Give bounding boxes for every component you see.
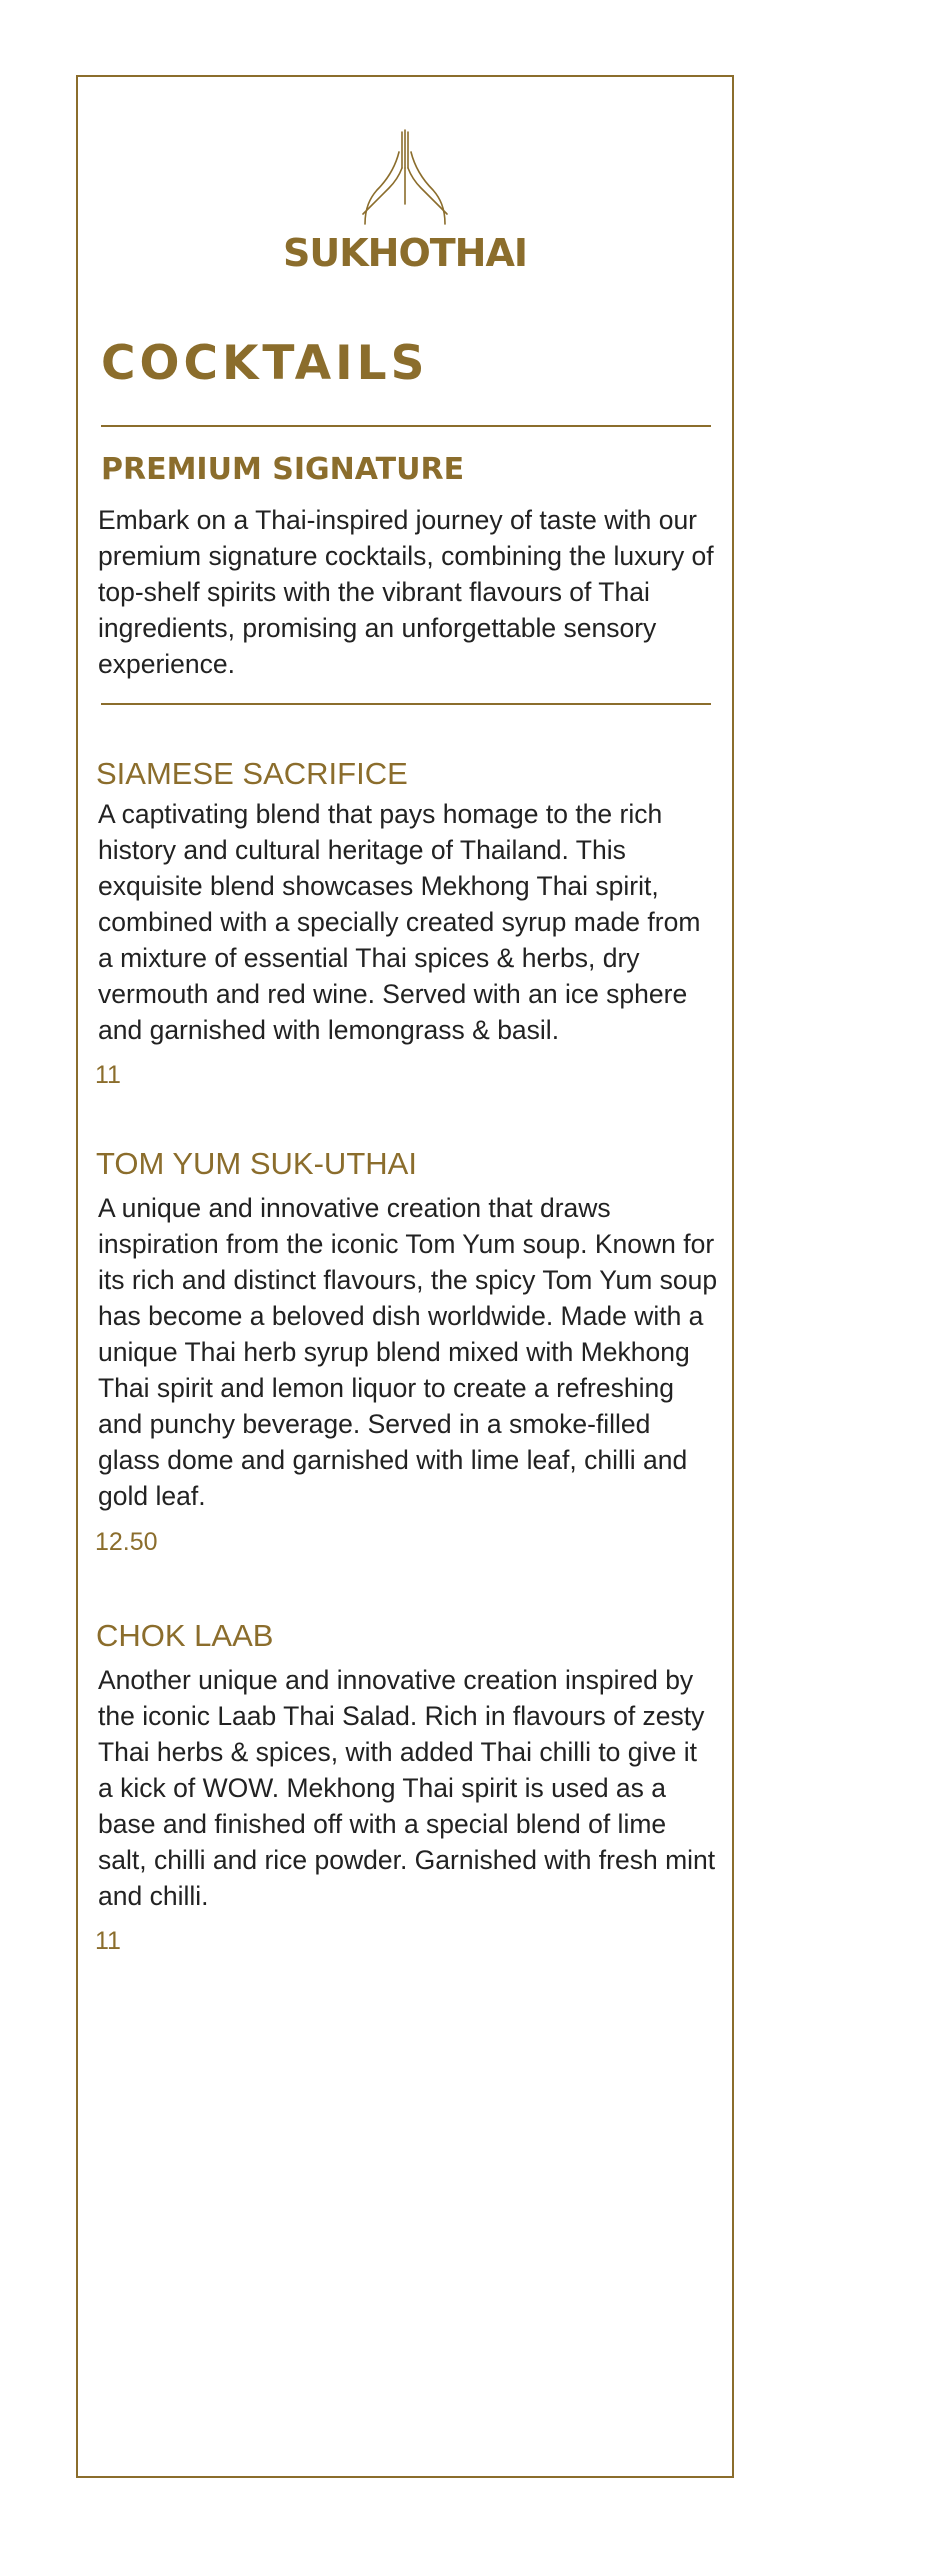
menu-title: COCKTAILS bbox=[101, 336, 429, 391]
item-name: TOM YUM SUK-UTHAI bbox=[96, 1146, 417, 1181]
praying-hands-icon bbox=[355, 128, 455, 230]
item-description: A unique and innovative creation that draws inspiration from the iconic Tom Yum soup. Known for its rich and distinct flavours, the spicy Tom Yum soup has become a beloved dish worldwide. Made with a unique Thai herb syrup blend mixed with Mekhong Thai spirit and lemon liquor to create a refreshing and punchy beverage. Served in a smoke-filled glass dome and garnished with lime leaf, chilli and gold leaf. bbox=[98, 1193, 718, 1511]
item-description: Another unique and innovative creation inspired by the iconic Laab Thai Salad. Rich in flavours of zesty Thai herbs & spices, with added Thai chilli to give it a kick of WOW. Mekhong Thai spirit is used as a base and finished off with a special blend of lime salt, chilli and rice powder. Garnished with fresh mint and chilli. bbox=[98, 1665, 716, 1911]
item-price: 11 bbox=[95, 1927, 121, 1955]
divider-top bbox=[101, 425, 711, 427]
item-description: A captivating blend that pays homage to the rich history and cultural heritage of Thailand. This exquisite blend showcases Mekhong Thai spirit, combined with a specially created syrup made from a mixture of essential Thai spices & herbs, dry vermouth and red wine. Served with an ice sphere and garnished with lemongrass & basil. bbox=[98, 799, 701, 1045]
item-name: SIAMESE SACRIFICE bbox=[96, 756, 408, 791]
divider-bottom bbox=[101, 703, 711, 705]
item-price: 12.50 bbox=[95, 1528, 158, 1556]
item-price: 11 bbox=[95, 1061, 121, 1089]
item-name: CHOK LAAB bbox=[96, 1618, 274, 1653]
section-intro: Embark on a Thai-inspired journey of taste with our premium signature cocktails, combining the luxury of top-shelf spirits with the vibrant flavours of Thai ingredients, promising an unforgettable sensory experience. bbox=[98, 505, 714, 679]
section-title: PREMIUM SIGNATURE bbox=[101, 452, 465, 487]
brand-logo-text: SUKHOTHAI bbox=[282, 231, 528, 275]
